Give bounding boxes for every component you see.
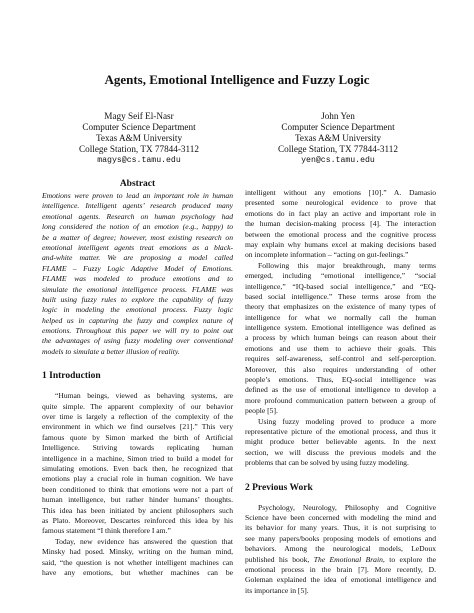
- text-line: theory that emphasizes on the existence of many types of: [245, 302, 436, 312]
- text-line: emotions play a crucial role in human cognition. We have: [42, 474, 233, 484]
- text-line: simulate the emotional intelligence process. FLAME was: [42, 284, 233, 294]
- text-line: quite simple. The apparent complexity of our behavior: [42, 401, 233, 411]
- text-line: human intelligence, but rather hinder humans’ thoughts.: [42, 495, 233, 505]
- abstract-heading: Abstract: [119, 179, 156, 189]
- text-line: built using fuzzy rules to explore the capability of fuzzy: [42, 294, 233, 304]
- paper-title: Agents, Emotional Intelligence and Fuzzy Logic: [104, 72, 370, 87]
- text-line: its importance in [5].: [245, 585, 309, 595]
- text-line: the human decision-making process [4]. The interaction: [245, 219, 436, 229]
- text-line: intelligent without any emotions [10].” A. Damasio: [245, 188, 436, 197]
- text-line: Moreover, this also requires understanding of other: [245, 364, 436, 374]
- text-line: emotions do in fact play an active and important role in: [245, 208, 436, 218]
- text-line: intelligence. Intelligent agents’ research produced many: [42, 201, 233, 211]
- text-line: presented some neurological evidence to prove that: [245, 198, 436, 208]
- text-line: Following this major breakthrough, many terms: [258, 260, 436, 270]
- text-line: people [5].: [245, 406, 278, 416]
- author-city: College Station, TX 77844-3112: [278, 144, 398, 154]
- text-line: between the emotional process and the cognitive process: [245, 229, 436, 239]
- text-line: published his book, The Emotional Brain, to explore the: [245, 554, 436, 564]
- text-line: famous quote by Simon marked the birth of Artificial: [42, 432, 233, 442]
- abstract-body: [42, 191, 233, 357]
- text-line: emotions and use them to achieve their goals. This: [245, 343, 436, 353]
- text-line: behaviors. Among the neurological models, LeDoux: [245, 544, 436, 554]
- author-name: Magy Seif El-Nasr: [104, 111, 174, 121]
- text-line: may explain why humans excel at making decisions based: [245, 239, 436, 249]
- text-line: Using fuzzy modeling proved to produce a more: [258, 416, 436, 426]
- intro-paragraph-1: [42, 391, 233, 536]
- text-line: emotional agents. Research on human psychology had: [42, 211, 233, 221]
- text-line: section, we will discuss the previous models and the: [245, 447, 436, 457]
- text-line: logic in modeling the emotional process. Fuzzy logic: [42, 305, 233, 315]
- intro-paragraph-4: [245, 417, 436, 469]
- text-line: famous statement “I think therefore I am.”: [42, 526, 171, 536]
- text-line: Psychology, Neurology, Philosophy and Cognitive: [258, 502, 436, 512]
- text-line: FLAME was modeled to produce emotions and to: [42, 274, 233, 284]
- text-line: based social intelligence.” These terms arose from the: [245, 291, 436, 301]
- intro-paragraph-3: [245, 261, 436, 417]
- text-line: Science have been concerned with modeling the mind and: [245, 512, 436, 522]
- text-line: intelligence in a machine, Simon tried to build a model for: [42, 453, 233, 463]
- text-line: more profound communication pattern between a group of: [245, 395, 436, 405]
- text-line: models to simulate a better illusion of reality.: [42, 346, 180, 356]
- text-line: Intelligence. Striving towards replicating human: [42, 443, 233, 453]
- text-line: simulating emotions. Even back then, he recognized that: [42, 463, 233, 473]
- text-line: intelligence system. Emotional intelligence was defined as: [245, 323, 436, 333]
- intro-paragraph-2: [42, 537, 233, 579]
- text-line: on incomplete information – “acting on gut-feelings.”: [245, 250, 409, 260]
- text-line: emotional process in the brain [7]. More recently, D.: [245, 564, 436, 574]
- text-line: said, “the question is not whether intelligent machines can: [42, 557, 233, 567]
- text-line: see many papers/books proposing models of emotions and: [245, 533, 436, 543]
- text-line: intelligence,” “IQ-based social intelligence,” and “EQ-: [245, 281, 436, 291]
- text-line: defined as the use of emotional intelligence to develop a: [245, 385, 436, 395]
- section-heading-introduction: 1 Introduction: [42, 371, 101, 382]
- text-line: over time is largely a reflection of the complexity of the: [42, 412, 233, 422]
- text-line: emotional intelligent agents treat emotions as a black-: [42, 242, 233, 252]
- author-city: College Station, TX 77844-3112: [79, 144, 199, 154]
- text-line: FLAME – Fuzzy Logic Adaptive Model of Emotions.: [42, 263, 233, 273]
- text-line: have any emotions, but whether machines can be: [42, 567, 233, 577]
- text-line: helped us in capturing the fuzzy and complex nature of: [42, 315, 233, 325]
- left-column: [42, 178, 233, 578]
- text-line: emotions. Throughout this paper we will try to point out: [42, 326, 233, 336]
- right-column: [245, 188, 436, 596]
- text-line: problems that can be solved by using fuzzy modeling.: [245, 458, 409, 468]
- text-line: might produce better believable agents. In the next: [245, 437, 436, 447]
- text-line: Today, new evidence has answered the question that: [55, 536, 233, 546]
- author-name: John Yen: [321, 111, 355, 121]
- text-line: emerged, including “emotional intelligence,” “social: [245, 271, 436, 281]
- author-university: Texas A&M University: [95, 133, 183, 143]
- text-line: long considered the notion of an emotion (e.g., happy) to: [42, 222, 233, 232]
- author-university: Texas A&M University: [294, 133, 382, 143]
- author-block-1: [44, 111, 234, 166]
- text-line: “Human beings, viewed as behaving systems, are: [55, 391, 233, 401]
- author-email: magys@cs.tamu.edu: [97, 156, 181, 165]
- text-line: the advantages of using fuzzy modeling over conventional: [42, 336, 233, 346]
- text-line: requires self-awareness, self-control and self-perception.: [245, 354, 436, 364]
- text-line: environment in which we find ourselves [21].” This very: [42, 422, 233, 432]
- text-line: intelligence for what we normally call the human: [245, 312, 436, 322]
- text-line: a process by which human beings can reason about their: [245, 333, 436, 343]
- text-line: people’s emotions. Thus, EQ-social intelligence was: [245, 375, 436, 385]
- text-line: representative picture of the emotional process, and thus it: [245, 426, 436, 436]
- author-block-2: [243, 111, 433, 166]
- text-line: be a matter of degree; however, most existing research on: [42, 232, 233, 242]
- author-department: Computer Science Department: [82, 122, 196, 132]
- previous-work-paragraph-1: [245, 503, 436, 597]
- text-line: as Plato. Moreover, Descartes reinforced this idea by his: [42, 515, 233, 525]
- text-line: and-white matter. We are proposing a model called: [42, 253, 233, 263]
- text-line: This idea has been initiated by ancient philosophers such: [42, 505, 233, 515]
- text-line: been conditioned to think that emotions were not a part of: [42, 484, 233, 494]
- author-department: Computer Science Department: [281, 122, 395, 132]
- text-line: Minsky had posed. Minsky, writing on the human mind,: [42, 547, 233, 557]
- text-line: Emotions were proven to lead an important role in human: [42, 191, 233, 200]
- intro-paragraph-2-continued: [245, 188, 436, 261]
- text-line: its behavior for many years. Thus, it is not surprising to: [245, 523, 436, 533]
- text-line: Goleman explained the idea of emotional intelligence and: [245, 575, 436, 585]
- section-heading-previous-work: 2 Previous Work: [245, 482, 313, 493]
- author-email: yen@cs.tamu.edu: [301, 156, 375, 165]
